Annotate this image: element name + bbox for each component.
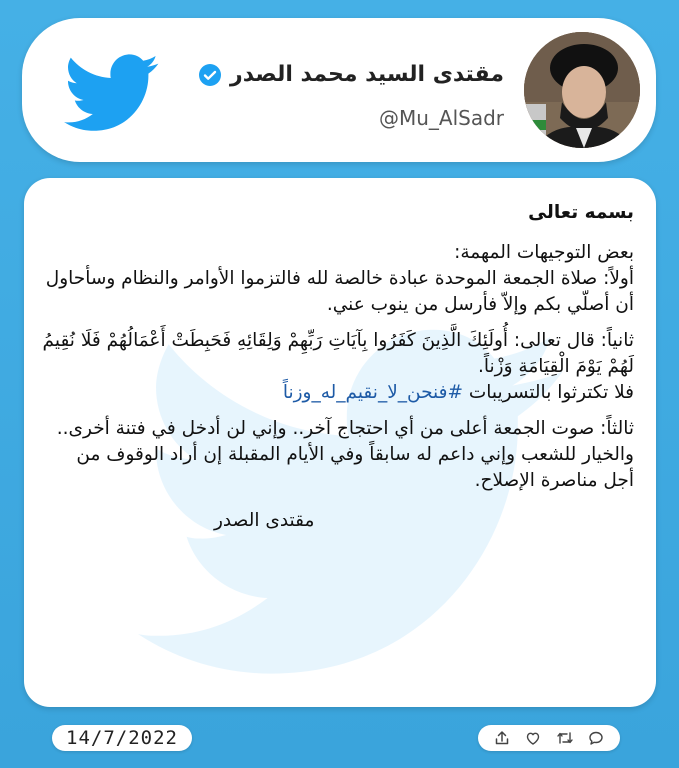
twitter-bird-icon	[62, 54, 162, 134]
avatar-portrait	[524, 32, 640, 148]
hashtag-line	[42, 380, 634, 406]
tweet-footer	[0, 716, 679, 768]
salutation: بسمه تعالى	[528, 202, 634, 223]
tweet-text	[42, 200, 634, 534]
display-name[interactable]: مقتدى السيد محمد الصدر	[230, 62, 504, 87]
tweet-actions	[478, 725, 620, 751]
verified-badge-icon	[198, 63, 222, 87]
point-three: ثالثاً: صوت الجمعة أعلى من أي احتجاج آخر.. وإني لن أدخل في فتنة أخرى.. والخيار للشعب وإني داعم له سابقاً وفي الأيام المقبلة إن أراد الوقوف من أجل مناصرة الإصلاح.	[56, 418, 634, 491]
avatar[interactable]	[524, 32, 640, 148]
hashtag-prefix: فلا تكترثوا بالتسريبات	[468, 382, 634, 403]
hashtag-link[interactable]: #فنحن_لا_نقيم_له_وزناً	[282, 382, 463, 403]
heart-icon[interactable]	[524, 729, 542, 747]
reply-icon[interactable]	[587, 729, 605, 747]
user-handle[interactable]: @Mu_AlSadr	[378, 106, 504, 130]
tweet-date: 14/7/2022	[52, 725, 192, 751]
tweet-body-card	[24, 178, 656, 707]
point-two: ثانياً: قال تعالى: أُولَئِكَ الَّذِينَ كَفَرُوا بِآيَاتِ رَبِّهِمْ وَلِقَائِهِ فَحَبِطَتْ أَعْمَالُهُمْ فَلَا نُقِيمُ لَهُمْ يَوْمَ الْقِيَامَةِ وَزْناً.	[42, 330, 634, 377]
profile-header-card	[22, 18, 656, 162]
retweet-icon[interactable]	[556, 729, 574, 747]
intro-line: بعض التوجيهات المهمة:	[454, 242, 634, 263]
share-icon[interactable]	[493, 729, 511, 747]
name-row	[198, 62, 504, 87]
point-one: أولاً: صلاة الجمعة الموحدة عبادة خالصة لله فالتزموا الأوامر والنظام وسأحاول أن أصلّي بكم وإلاّ فأرسل من ينوب عني.	[45, 268, 634, 315]
signature: مقتدى الصدر	[214, 510, 315, 531]
